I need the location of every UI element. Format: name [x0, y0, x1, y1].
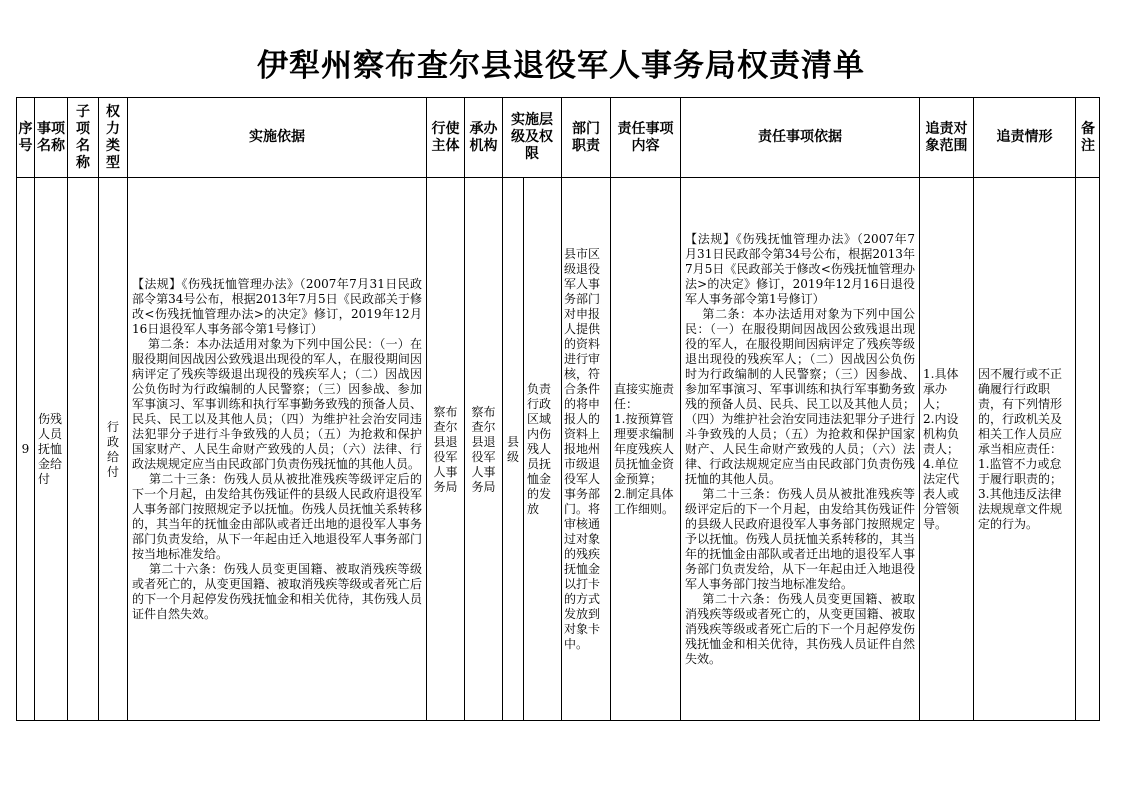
row-item-name: 伤残人员抚恤金给付 — [38, 412, 63, 486]
row-remarks — [1076, 178, 1100, 721]
header-power-type: 权力类型 — [106, 103, 120, 171]
power-list-table — [16, 97, 1100, 721]
header-subject: 行使主体 — [431, 120, 460, 154]
row-accountability-scope: 1.具体承办人； 2.内设机构负责人； 4.单位法定代表人或分管领导。 — [923, 367, 960, 531]
page-title: 伊犁州察布查尔县退役军人事务局权责清单 — [257, 48, 865, 84]
row-basis: 【法规】《伤残抚恤管理办法》（2007年7月31日民政部令第34号公布，根据2013年7月5日《民政部关于修改<伤残抚恤管理办法>的决定》修订，2019年12月16日退役军人事务部令第1号修订） 第二条：本办法适用对象为下列中国公民：（一）在服役期间因战因公致残退出现役的军人，在服役期间因病评定了残疾等级退出现役的残疾军人；（二）因战因公负伤时为行政编制的人民警察；（三）因参战、参加军事演习、军事训练和执行军事勤务致残的预备人员、民兵、民工以及其他人员；（四）为维护社会治安同违法犯罪分子进行斗争致残的人员；（五）为抢救和保护国家财产、人民生命财产致残的人员；（六）法律、行政法规规定应当由民政部门负责伤残抚恤的其他人员。 第二十三条：伤残人员从被批准残疾等级评定后的下一个月起，由发给其伤残证件的县级人民政府退役军人事务部门按照规定予以抚恤。伤残人员抚恤关系转移的，其当年的抚恤金由部队或者迁出地的退役军人事务部门负责发给，从下一年起由迁入地退役军人事务部门按当地标准发给。 第二十六条：伤残人员变更国籍、被取消残疾等级或者死亡的，从变更国籍、被取消残疾等级或者死亡后的下一个月起停发伤残抚恤金和相关优待，其伤残人员证件自然失效。 — [132, 277, 422, 621]
header-level: 实施层级及权限 — [511, 112, 553, 162]
header-accountability-cases: 追责情形 — [996, 129, 1053, 145]
header-sub-item-name: 子项名称 — [76, 103, 90, 171]
row-seq: 9 — [21, 442, 30, 456]
header-remarks: 备注 — [1081, 120, 1095, 154]
header-accountability-scope: 追责对象范围 — [925, 120, 968, 154]
row-responsibility: 直接实施责任： 1.按预算管理要求编制年度残疾人员抚恤金资金预算； 2.制定具体工作细则。 — [614, 382, 675, 516]
row-duty: 县市区级退役军人事务部门对申报人提供的资料进行审核，符合条件的将申报人的资料上报地州市级退役军人事务部门。将审核通过对象的残疾抚恤金以打卡的方式发放到对象卡中。 — [564, 247, 601, 651]
row-subject: 察布查尔县退役军人事务局 — [433, 404, 458, 494]
header-duty: 部门职责 — [572, 120, 600, 154]
header-item-name: 事项名称 — [37, 120, 65, 154]
header-undertaking: 承办机构 — [469, 120, 498, 154]
header-responsibility: 责任事项内容 — [617, 120, 674, 154]
row-level-scope: 负责行政区域内伤残人员抚恤金的发放 — [527, 382, 552, 516]
row-responsibility-basis: 【法规】《伤残抚恤管理办法》（2007年7月31日民政部令第34号公布，根据2013年7月5日《民政部关于修改<伤残抚恤管理办法>的决定》修订，2019年12月16日退役军人事务部令第1号修订） 第二条：本办法适用对象为下列中国公民：（一）在服役期间因战因公致残退出现役的军人，在服役期间因病评定了残疾等级退出现役的残疾军人；（二）因战因公负伤时为行政编制的人民警察；（三）因参战、参加军事演习、军事训练和执行军事勤务致残的预备人员、民兵、民工以及其他人员；（四）为维护社会治安同违法犯罪分子进行斗争致残的人员；（五）为抢救和保护国家财产、人民生命财产致残的人员；（六）法律、行政法规规定应当由民政部门负责伤残抚恤的其他人员。 第二十三条：伤残人员从被批准残疾等级评定后的下一个月起，由发给其伤残证件的县级人民政府退役军人事务部门按照规定予以抚恤。伤残人员抚恤关系转移的，其当年的抚恤金由部队或者迁出地的退役军人事务部门负责发给，从下一年起由迁入地退役军人事务部门按当地标准发给。 第二十六条：伤残人员变更国籍、被取消残疾等级或者死亡的，从变更国籍、被取消残疾等级或者死亡后的下一个月起停发伤残抚恤金和相关优待，其伤残人员证件自然失效。 — [685, 232, 915, 666]
header-responsibility-basis: 责任事项依据 — [758, 129, 842, 145]
header-seq: 序号 — [18, 120, 33, 154]
row-undertaking: 察布查尔县退役军人事务局 — [471, 404, 496, 494]
row-power-type: 行政给付 — [106, 419, 119, 479]
header-basis: 实施依据 — [249, 129, 305, 145]
row-accountability-cases: 因不履行或不正确履行行政职责，有下列情形的，行政机关及相关工作人员应承当相应责任： 1.监管不力或怠于履行职责的； 3.其他违反法律法规规章文件规定的行为。 — [978, 367, 1063, 531]
row-sub-item-name — [68, 178, 98, 721]
row-level: 县级 — [506, 434, 519, 464]
